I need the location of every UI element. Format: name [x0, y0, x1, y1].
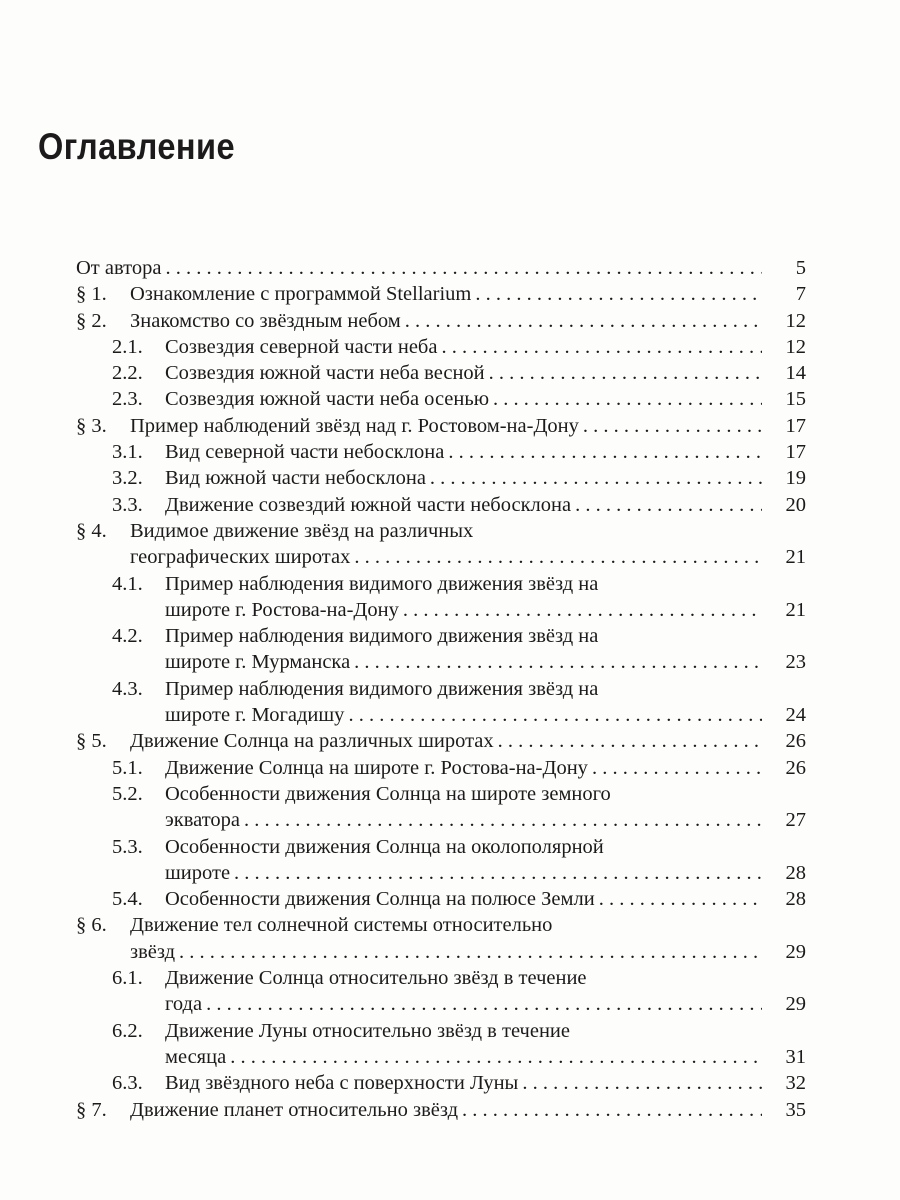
toc-entry-title: широте г. Ростова-на-Дону — [165, 598, 399, 621]
toc-entry[interactable] — [76, 1070, 806, 1096]
leader-dots — [179, 939, 762, 965]
toc-page-number: 12 — [785, 335, 806, 358]
page-title: Оглавление — [38, 126, 236, 167]
toc-entry-number: 5.3. — [112, 835, 143, 858]
leader-dots — [354, 544, 762, 570]
toc-entry[interactable] — [76, 413, 806, 439]
toc-entry-number: 6.2. — [112, 1019, 143, 1042]
leader-dots — [475, 281, 762, 307]
leader-dots — [430, 465, 762, 491]
leader-dots — [441, 334, 762, 360]
toc-line — [76, 781, 806, 807]
toc-line — [76, 1070, 806, 1096]
toc-entry[interactable] — [76, 334, 806, 360]
toc-entry-number: 6.3. — [112, 1072, 143, 1095]
leader-dots — [575, 492, 762, 518]
toc-line — [76, 755, 806, 781]
toc-line — [76, 465, 806, 491]
leader-dots — [403, 597, 762, 623]
toc-line — [76, 676, 806, 702]
toc-entry-number: 5.4. — [112, 888, 143, 911]
toc-page-number: 32 — [785, 1072, 806, 1095]
toc-line — [76, 360, 806, 386]
toc-page-number: 31 — [785, 1045, 806, 1068]
toc-page-number: 5 — [795, 257, 806, 279]
toc-line — [76, 702, 806, 728]
toc-line — [76, 281, 806, 307]
leader-dots — [244, 807, 762, 833]
toc-line — [76, 649, 806, 675]
toc-entry-title: Знакомство со звёздным небом — [130, 309, 401, 332]
toc-line — [76, 623, 806, 649]
toc-entry[interactable] — [76, 834, 806, 887]
toc-entry-title: Движение Солнца относительно звёзд в течение — [165, 967, 587, 990]
toc-entry-title: Движение планет относительно звёзд — [130, 1098, 458, 1121]
toc-line — [76, 492, 806, 518]
toc-entry-title: Движение тел солнечной системы относительно — [130, 914, 553, 937]
toc-entry-title: От автора — [76, 257, 162, 279]
toc-line — [76, 728, 806, 754]
toc-entry-title: Движение созвездий южной части небосклона — [165, 493, 572, 516]
toc-entry[interactable] — [76, 912, 806, 965]
leader-dots — [234, 860, 762, 886]
toc-entry-title: Пример наблюдения видимого движения звёзд на — [165, 625, 599, 648]
toc-entry-title: Ознакомление с программой Stellarium — [130, 283, 472, 306]
table-of-contents — [76, 255, 806, 1123]
toc-line — [76, 255, 806, 281]
toc-page-number: 24 — [785, 704, 806, 727]
toc-entry[interactable] — [76, 728, 806, 754]
toc-line — [76, 1097, 806, 1123]
toc-line — [76, 544, 806, 570]
toc-entry-title: широте г. Мурманска — [165, 651, 351, 674]
toc-page-number: 19 — [785, 467, 806, 490]
toc-line — [76, 413, 806, 439]
toc-entry-number: § 1. — [76, 283, 107, 306]
toc-line — [76, 334, 806, 360]
toc-line — [76, 939, 806, 965]
toc-entry[interactable] — [76, 965, 806, 1018]
toc-entry-number: 4.1. — [112, 572, 143, 595]
toc-entry-number: 2.2. — [112, 362, 143, 385]
toc-entry-number: § 3. — [76, 414, 107, 437]
toc-entry-title: Созвездия северной части неба — [165, 335, 438, 358]
toc-entry[interactable] — [76, 1097, 806, 1123]
toc-entry-number: 5.1. — [112, 756, 143, 779]
toc-page-number: 35 — [785, 1098, 806, 1121]
toc-entry-number: 3.2. — [112, 467, 143, 490]
toc-page-number: 7 — [795, 283, 806, 306]
toc-entry-number: 2.3. — [112, 388, 143, 411]
toc-entry[interactable] — [76, 886, 806, 912]
leader-dots — [599, 886, 762, 912]
toc-entry-number: 2.1. — [112, 335, 143, 358]
toc-page-number: 28 — [785, 888, 806, 911]
leader-dots — [583, 413, 762, 439]
toc-entry-title: широте г. Могадишу — [165, 704, 345, 727]
toc-page-number: 17 — [785, 441, 806, 464]
leader-dots — [522, 1070, 762, 1096]
toc-entry-title: Созвездия южной части неба осенью — [165, 388, 490, 411]
toc-entry-title: экватора — [165, 809, 241, 832]
toc-line — [76, 386, 806, 412]
toc-entry-title: года — [165, 993, 203, 1016]
toc-entry[interactable] — [76, 518, 806, 571]
toc-entry[interactable] — [76, 465, 806, 491]
toc-entry-number: 6.1. — [112, 967, 143, 990]
toc-page-number: 26 — [785, 730, 806, 753]
toc-line — [76, 834, 806, 860]
toc-entry-title: Вид звёздного неба с поверхности Луны — [165, 1072, 519, 1095]
toc-page-number: 17 — [785, 414, 806, 437]
toc-entry-title: звёзд — [130, 940, 176, 963]
toc-entry-number: 5.2. — [112, 782, 143, 805]
toc-entry[interactable] — [76, 755, 806, 781]
toc-page-number: 26 — [785, 756, 806, 779]
toc-entry-title: Движение Солнца на широте г. Ростова-на-Дону — [165, 756, 588, 779]
toc-line — [76, 965, 806, 991]
toc-page-number: 20 — [785, 493, 806, 516]
leader-dots — [348, 702, 762, 728]
toc-line — [76, 1044, 806, 1070]
toc-entry[interactable] — [76, 781, 806, 834]
leader-dots — [405, 308, 762, 334]
toc-line — [76, 308, 806, 334]
toc-entry-title: Особенности движения Солнца на околополярной — [165, 835, 604, 858]
toc-entry-number: 4.2. — [112, 625, 143, 648]
toc-entry-number: 3.1. — [112, 441, 143, 464]
toc-entry-title: Вид южной части небосклона — [165, 467, 426, 490]
toc-entry-number: § 5. — [76, 730, 107, 753]
toc-line — [76, 991, 806, 1017]
toc-line — [76, 886, 806, 912]
toc-entry-title: Видимое движение звёзд на различных — [130, 519, 474, 542]
toc-page-number: 28 — [785, 861, 806, 884]
toc-page-number: 27 — [785, 809, 806, 832]
toc-entry[interactable] — [76, 360, 806, 386]
leader-dots — [493, 386, 762, 412]
toc-entry[interactable] — [76, 439, 806, 465]
toc-entry-number: § 7. — [76, 1098, 107, 1121]
toc-page-number: 21 — [785, 546, 806, 569]
toc-entry-number: 4.3. — [112, 677, 143, 700]
toc-line — [76, 597, 806, 623]
toc-entry-title: Движение Солнца на различных широтах — [130, 730, 494, 753]
toc-page-number: 29 — [785, 993, 806, 1016]
toc-entry[interactable] — [76, 281, 806, 307]
toc-entry[interactable] — [76, 255, 806, 281]
leader-dots — [498, 728, 762, 754]
toc-entry[interactable] — [76, 308, 806, 334]
toc-entry[interactable] — [76, 571, 806, 624]
toc-entry-title: Движение Луны относительно звёзд в течение — [165, 1019, 570, 1042]
toc-entry-title: Созвездия южной части неба весной — [165, 362, 485, 385]
toc-line — [76, 439, 806, 465]
toc-entry-number: § 6. — [76, 914, 107, 937]
toc-line — [76, 571, 806, 597]
leader-dots — [462, 1097, 762, 1123]
toc-entry[interactable] — [76, 623, 806, 676]
leader-dots — [592, 755, 762, 781]
toc-page-number: 12 — [785, 309, 806, 332]
toc-entry-number: § 4. — [76, 519, 107, 542]
toc-entry-title: Пример наблюдения видимого движения звёзд на — [165, 572, 599, 595]
toc-page-number: 21 — [785, 598, 806, 621]
toc-entry-title: Пример наблюдения видимого движения звёзд на — [165, 677, 599, 700]
toc-entry[interactable] — [76, 492, 806, 518]
toc-entry-title: географических широтах — [130, 546, 351, 569]
toc-entry-title: Особенности движения Солнца на полюсе Земли — [165, 888, 595, 911]
toc-page-number: 29 — [785, 940, 806, 963]
toc-line — [76, 807, 806, 833]
toc-entry[interactable] — [76, 386, 806, 412]
toc-page-number: 15 — [785, 388, 806, 411]
leader-dots — [448, 439, 762, 465]
toc-entry-title: месяца — [165, 1045, 227, 1068]
toc-entry-title: Вид северной части небосклона — [165, 441, 445, 464]
toc-line — [76, 860, 806, 886]
toc-line — [76, 1018, 806, 1044]
toc-entry-title: Пример наблюдений звёзд над г. Ростовом-на-Дону — [130, 414, 579, 437]
toc-page-number: 14 — [785, 362, 806, 385]
leader-dots — [206, 991, 762, 1017]
toc-entry-number: § 2. — [76, 309, 107, 332]
toc-line — [76, 912, 806, 938]
toc-entry-title: Особенности движения Солнца на широте земного — [165, 782, 611, 805]
leader-dots — [165, 255, 762, 281]
toc-entry-title: широте — [165, 861, 231, 884]
leader-dots — [489, 360, 762, 386]
toc-entry[interactable] — [76, 1018, 806, 1071]
toc-line — [76, 518, 806, 544]
toc-entry-number: 3.3. — [112, 493, 143, 516]
toc-page-number: 23 — [785, 651, 806, 674]
leader-dots — [354, 649, 762, 675]
leader-dots — [230, 1044, 762, 1070]
toc-entry[interactable] — [76, 676, 806, 729]
